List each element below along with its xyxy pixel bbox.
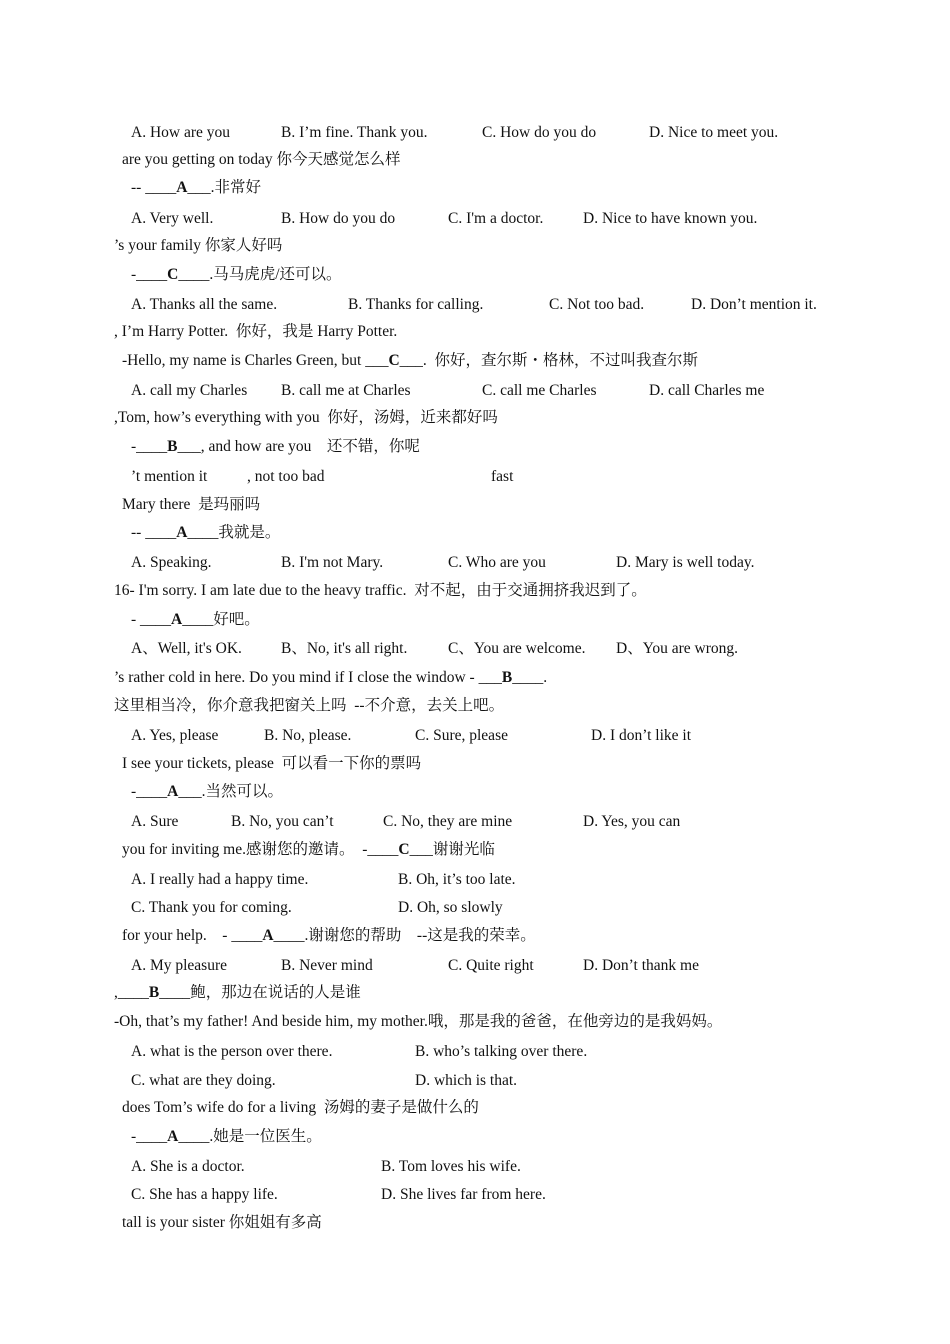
answer-letter: A <box>171 611 183 628</box>
answer-letter: C <box>167 266 179 283</box>
text-segment: -Oh, that’s my father! And beside him, my mother.哦，那是我的爸爸，在他旁边的是我妈妈。 <box>114 1013 723 1030</box>
text-segment: C. what are they doing. <box>131 1072 276 1089</box>
text-line <box>0 294 950 316</box>
answer-letter: A <box>262 927 274 944</box>
text-line <box>0 494 950 516</box>
text-segment: A. Thanks all the same. <box>131 296 278 313</box>
answer-suffix: ____.她是一位医生。 <box>178 1128 322 1145</box>
answer-letter: C <box>398 841 410 858</box>
text-segment: C. Who are you <box>448 554 546 571</box>
text-line <box>0 235 950 257</box>
question-answer-line <box>114 982 361 1004</box>
text-line <box>0 753 950 775</box>
answer-prefix: for your help. - ____ <box>122 927 263 944</box>
answer-prefix: -____ <box>131 783 168 800</box>
text-segment: C、You are welcome. <box>448 640 586 657</box>
answer-letter: A <box>167 783 179 800</box>
question-answer-line <box>122 350 698 372</box>
text-segment: B. I’m fine. Thank you. <box>281 124 428 141</box>
text-segment: A. My pleasure <box>131 957 227 974</box>
text-line <box>0 609 950 631</box>
text-segment: A. She is a doctor. <box>131 1158 245 1175</box>
answer-suffix: ___, and how are you 还不错，你呢 <box>177 438 420 455</box>
text-line <box>0 122 950 144</box>
text-segment: C. Thank you for coming. <box>131 899 292 916</box>
text-segment: B. No, you can’t <box>231 813 334 830</box>
answer-letter: A <box>167 1128 179 1145</box>
text-line <box>0 580 950 602</box>
answer-suffix: ____.马马虎虎/还可以。 <box>178 266 342 283</box>
text-segment: D. Mary is well today. <box>616 554 755 571</box>
text-line <box>0 667 950 689</box>
text-segment: A. How are you <box>131 124 231 141</box>
text-segment: B. Never mind <box>281 957 373 974</box>
text-segment: D. She lives far from here. <box>381 1186 546 1203</box>
text-line <box>0 955 950 977</box>
text-line <box>0 925 950 947</box>
text-segment: C. Sure, please <box>415 727 508 744</box>
text-line <box>0 436 950 458</box>
text-segment: A、Well, it's OK. <box>131 640 242 657</box>
text-segment: are you getting on today 你今天感觉怎么样 <box>122 151 401 168</box>
text-segment: B. How do you do <box>281 210 396 227</box>
text-segment: B. Oh, it’s too late. <box>398 871 516 888</box>
answer-letter: A <box>176 524 188 541</box>
text-segment: Mary there 是玛丽吗 <box>122 496 261 513</box>
text-segment: fast <box>491 468 514 485</box>
text-segment: A. call my Charles <box>131 382 248 399</box>
text-line <box>0 1212 950 1234</box>
text-line <box>0 811 950 833</box>
text-line <box>0 466 950 488</box>
answer-suffix: ____好吧。 <box>182 611 260 628</box>
text-segment: C. She has a happy life. <box>131 1186 278 1203</box>
text-segment: B. Thanks for calling. <box>348 296 484 313</box>
text-segment: does Tom’s wife do for a living 汤姆的妻子是做什么的 <box>122 1099 479 1116</box>
answer-prefix: -- ____ <box>131 524 177 541</box>
text-segment: ’s your family 你家人好吗 <box>114 237 283 254</box>
text-segment: C. How do you do <box>482 124 597 141</box>
text-segment: A. I really had a happy time. <box>131 871 309 888</box>
text-line <box>0 177 950 199</box>
text-segment: I see your tickets, please 可以看一下你的票吗 <box>122 755 422 772</box>
text-line <box>0 897 950 919</box>
answer-prefix: -____ <box>131 438 168 455</box>
text-line <box>0 695 950 717</box>
answer-suffix: ____. <box>512 669 548 686</box>
text-line <box>0 208 950 230</box>
answer-letter: A <box>176 179 188 196</box>
text-segment: D. I don’t like it <box>591 727 692 744</box>
text-line <box>0 638 950 660</box>
question-answer-line <box>131 609 260 631</box>
text-line <box>0 1126 950 1148</box>
text-segment: D. Oh, so slowly <box>398 899 503 916</box>
answer-prefix: ’s rather cold in here. Do you mind if I close the window - ___ <box>114 669 502 686</box>
answer-suffix: ____.谢谢您的帮助 --这是我的荣幸。 <box>273 927 536 944</box>
question-answer-line <box>114 667 547 689</box>
text-segment: 这里相当冷，你介意我把窗关上吗 --不介意，去关上吧。 <box>114 697 505 714</box>
text-segment: , not too bad <box>247 468 325 485</box>
text-line <box>0 264 950 286</box>
text-segment: ’t mention it <box>131 468 208 485</box>
question-answer-line <box>131 436 420 458</box>
text-segment: A. Speaking. <box>131 554 212 571</box>
text-segment: B. Tom loves his wife. <box>381 1158 521 1175</box>
text-line <box>0 1070 950 1092</box>
text-line <box>0 1184 950 1206</box>
answer-suffix: ___.当然可以。 <box>178 783 284 800</box>
text-segment: C. Quite right <box>448 957 534 974</box>
text-line <box>0 380 950 402</box>
text-line <box>0 1156 950 1178</box>
question-answer-line <box>131 781 283 803</box>
answer-prefix: -- ____ <box>131 179 177 196</box>
text-segment: A. Yes, please <box>131 727 219 744</box>
text-line <box>0 1097 950 1119</box>
text-line <box>0 982 950 1004</box>
text-segment: B. No, please. <box>264 727 352 744</box>
answer-prefix: -Hello, my name is Charles Green, but ___ <box>122 352 389 369</box>
text-segment: D、You are wrong. <box>616 640 738 657</box>
text-line <box>0 1041 950 1063</box>
text-segment: ,Tom, how’s everything with you 你好，汤姆，近来都好吗 <box>114 409 498 426</box>
text-segment: C. I'm a doctor. <box>448 210 544 227</box>
text-segment: A. what is the person over there. <box>131 1043 333 1060</box>
text-line <box>0 1011 950 1033</box>
text-segment: D. which is that. <box>415 1072 518 1089</box>
text-segment: D. Nice to have known you. <box>583 210 758 227</box>
answer-suffix: ___谢谢光临 <box>409 841 495 858</box>
text-line <box>0 321 950 343</box>
text-segment: B. call me at Charles <box>281 382 411 399</box>
text-segment: A. Sure <box>131 813 179 830</box>
text-segment: D. call Charles me <box>649 382 765 399</box>
text-line <box>0 149 950 171</box>
answer-suffix: ___. 你好，查尔斯・格林，不过叫我查尔斯 <box>399 352 699 369</box>
text-line <box>0 407 950 429</box>
answer-letter: C <box>388 352 400 369</box>
text-segment: C. call me Charles <box>482 382 597 399</box>
question-answer-line <box>131 264 342 286</box>
text-segment: D. Don’t thank me <box>583 957 699 974</box>
answer-letter: B <box>167 438 178 455</box>
text-segment: 16- I'm sorry. I am late due to the heavy traffic. 对不起，由于交通拥挤我迟到了。 <box>114 582 647 599</box>
text-line <box>0 869 950 891</box>
answer-letter: B <box>501 669 513 686</box>
text-segment: D. Nice to meet you. <box>649 124 779 141</box>
text-segment: D. Yes, you can <box>583 813 681 830</box>
text-line <box>0 552 950 574</box>
question-answer-line <box>122 839 495 861</box>
text-segment: A. Very well. <box>131 210 214 227</box>
question-answer-line <box>131 522 280 544</box>
text-line <box>0 839 950 861</box>
text-segment: B、No, it's all right. <box>281 640 408 657</box>
answer-suffix: ____鲍，那边在说话的人是谁 <box>159 984 361 1001</box>
text-line <box>0 725 950 747</box>
text-segment: C. No, they are mine <box>383 813 513 830</box>
text-line <box>0 781 950 803</box>
answer-prefix: ,____ <box>114 984 149 1001</box>
question-answer-line <box>131 177 261 199</box>
answer-prefix: -____ <box>131 1128 168 1145</box>
text-segment: D. Don’t mention it. <box>691 296 817 313</box>
text-segment: B. who’s talking over there. <box>415 1043 588 1060</box>
question-answer-line <box>131 1126 322 1148</box>
question-answer-line <box>122 925 536 947</box>
answer-letter: B <box>148 984 160 1001</box>
text-line <box>0 522 950 544</box>
text-segment: B. I'm not Mary. <box>281 554 384 571</box>
answer-suffix: ____我就是。 <box>187 524 281 541</box>
text-line <box>0 350 950 372</box>
answer-prefix: -____ <box>131 266 168 283</box>
answer-suffix: ___.非常好 <box>187 179 262 196</box>
answer-prefix: - ____ <box>131 611 172 628</box>
text-segment: tall is your sister 你姐姐有多高 <box>122 1214 322 1231</box>
answer-prefix: you for inviting me.感谢您的邀请。 -____ <box>122 841 399 858</box>
text-segment: , I’m Harry Potter. 你好，我是 Harry Potter. <box>114 323 398 340</box>
text-segment: C. Not too bad. <box>549 296 645 313</box>
